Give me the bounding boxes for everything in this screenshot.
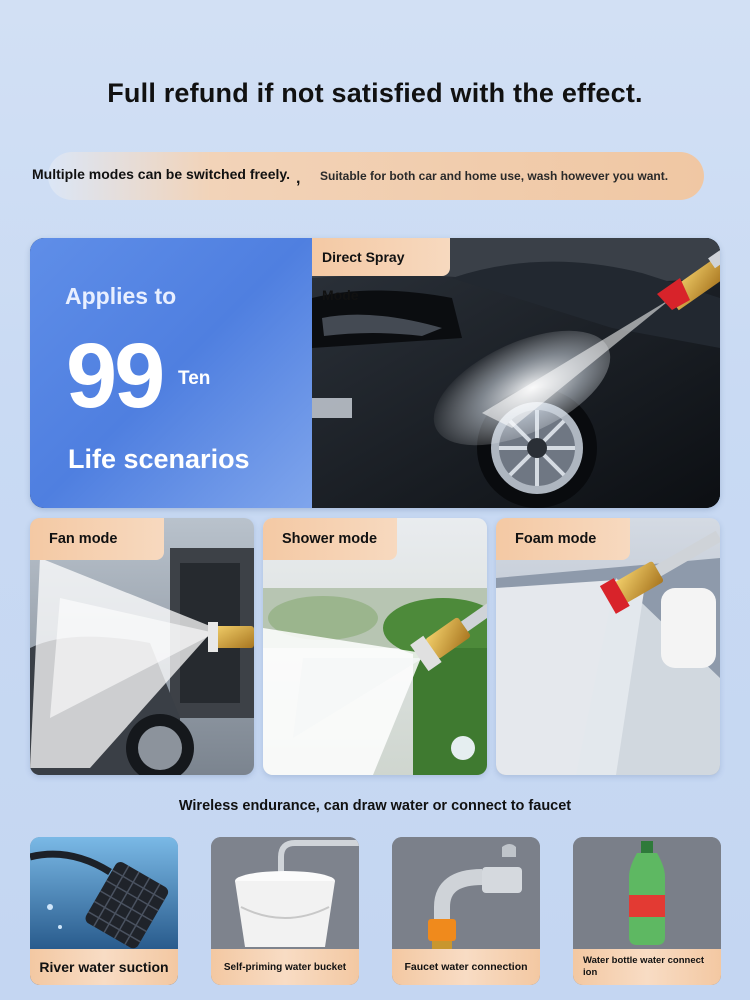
shower-mode-label: Shower mode xyxy=(263,518,397,560)
fan-mode-label: Fan mode xyxy=(30,518,164,560)
foam-mode-label: Foam mode xyxy=(496,518,630,560)
water-bucket-label: Self-priming water bucket xyxy=(211,949,359,985)
pill-left-text: Multiple modes can be switched freely. xyxy=(32,166,291,182)
shower-mode-card xyxy=(263,518,487,775)
water-bottle-label: Water bottle water connect ion xyxy=(573,949,721,985)
scenarios-banner xyxy=(30,238,720,508)
fan-mode-card xyxy=(30,518,254,775)
scenarios-panel xyxy=(30,238,312,508)
water-bottle-card xyxy=(573,837,721,985)
faucet-label: Faucet water connection xyxy=(392,949,540,985)
car-wash-photo xyxy=(312,238,720,508)
foam-mode-card xyxy=(496,518,720,775)
pill-separator: , xyxy=(296,170,301,187)
water-bucket-card xyxy=(211,837,359,985)
direct-spray-mode-label: Direct Spray Mode xyxy=(312,238,450,276)
wireless-caption: Wireless endurance, can draw water or connect to faucet xyxy=(178,798,572,814)
scenario-count: 99 xyxy=(66,325,163,427)
scenario-unit: Ten xyxy=(178,368,211,389)
faucet-card xyxy=(392,837,540,985)
pill-right-text: Suitable for both car and home use, wash however you want. xyxy=(320,169,669,183)
river-water-label: River water suction xyxy=(30,949,178,985)
life-scenarios-text: Life scenarios xyxy=(68,444,250,474)
river-water-card xyxy=(30,837,178,985)
applies-to-text: Applies to xyxy=(65,283,177,309)
page-headline: Full refund if not satisfied with the effect. xyxy=(107,78,643,108)
